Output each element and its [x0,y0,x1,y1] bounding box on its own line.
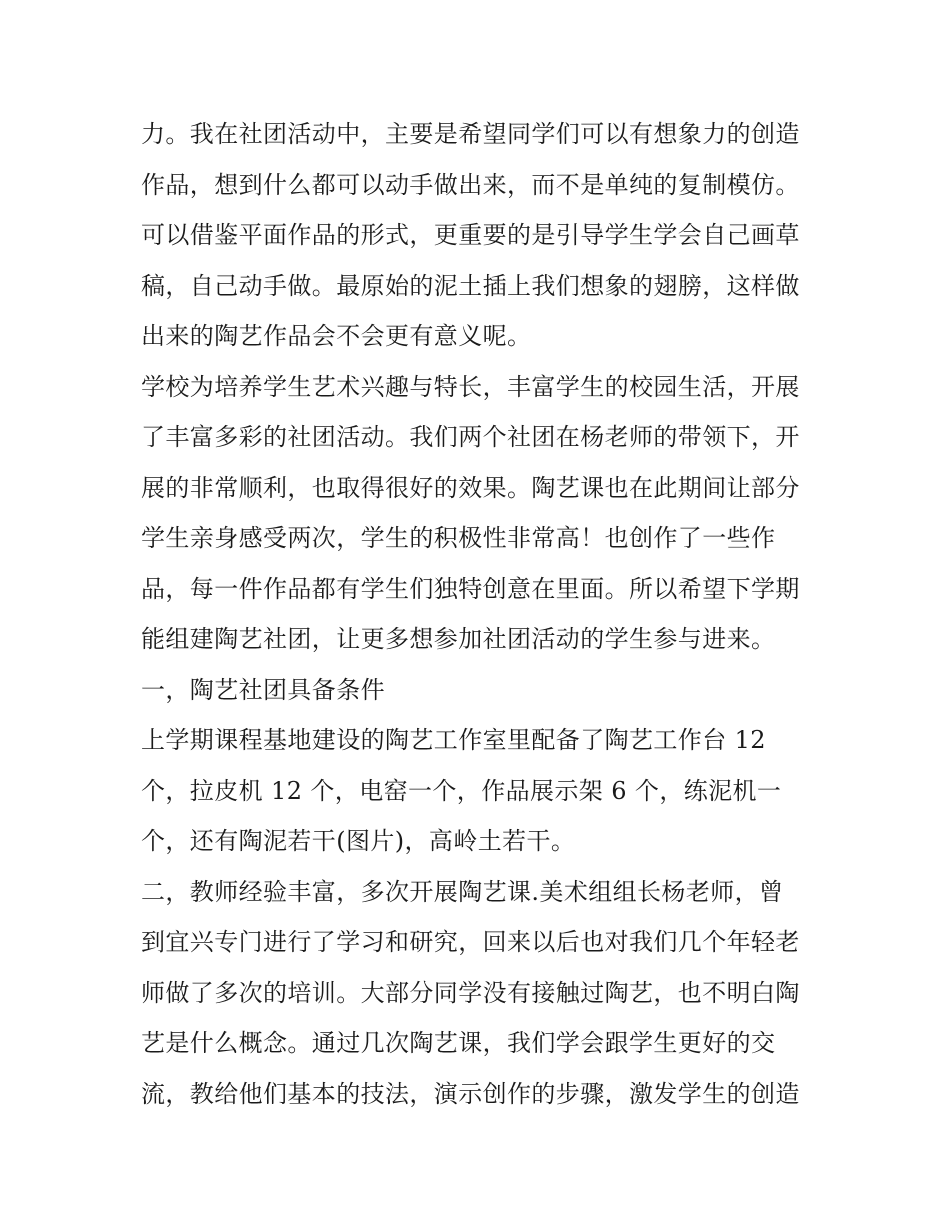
text-line: 艺是什么概念。通过几次陶艺课，我们学会跟学生更好的交 [141,1029,776,1057]
text-line: 个，拉皮机 12 个，电窑一个，作品展示架 6 个，练泥机一 [141,776,782,805]
text-line: 了丰富多彩的社团活动。我们两个社团在杨老师的带领下，开 [141,423,800,451]
text-line: 力。我在社团活动中，主要是希望同学们可以有想象力的创造 [141,120,800,148]
section-heading: 一，陶艺社团具备条件 [141,675,385,704]
text-line: 出来的陶艺作品会不会更有意义呢。 [141,322,532,350]
text-line: 稿，自己动手做。最原始的泥土插上我们想象的翅膀，这样做 [141,271,800,300]
text-line: 品，每一件作品都有学生们独特创意在里面。所以希望下学期 [141,574,800,603]
text-line: 个，还有陶泥若干(图片)，高岭土若干。 [141,827,576,855]
text-line: 作品，想到什么都可以动手做出来，而不是单纯的复制模仿。 [141,170,800,199]
text-line: 师做了多次的培训。大部分同学没有接触过陶艺，也不明白陶 [141,978,800,1007]
text-line: 学生亲身感受两次，学生的积极性非常高！也创作了一些作 [141,524,776,552]
text-line: 到宜兴专门进行了学习和研究，回来以后也对我们几个年轻老 [141,928,800,956]
document-body [141,109,816,1119]
text-line: 二，教师经验丰富，多次开展陶艺课.美术组组长杨老师，曾 [141,877,784,906]
text-line: 展的非常顺利，也取得很好的效果。陶艺课也在此期间让部分 [141,473,800,502]
text-line: 可以借鉴平面作品的形式，更重要的是引导学生学会自己画草 [141,221,800,249]
text-line: 流，教给他们基本的技法，演示创作的步骤，激发学生的创造 [141,1079,800,1108]
text-line: 上学期课程基地建设的陶艺工作室里配备了陶艺工作台 12 [141,726,766,754]
text-line: 学校为培养学生艺术兴趣与特长，丰富学生的校园生活，开展 [141,372,800,401]
text-line: 能组建陶艺社团，让更多想参加社团活动的学生参与进来。 [141,625,776,653]
